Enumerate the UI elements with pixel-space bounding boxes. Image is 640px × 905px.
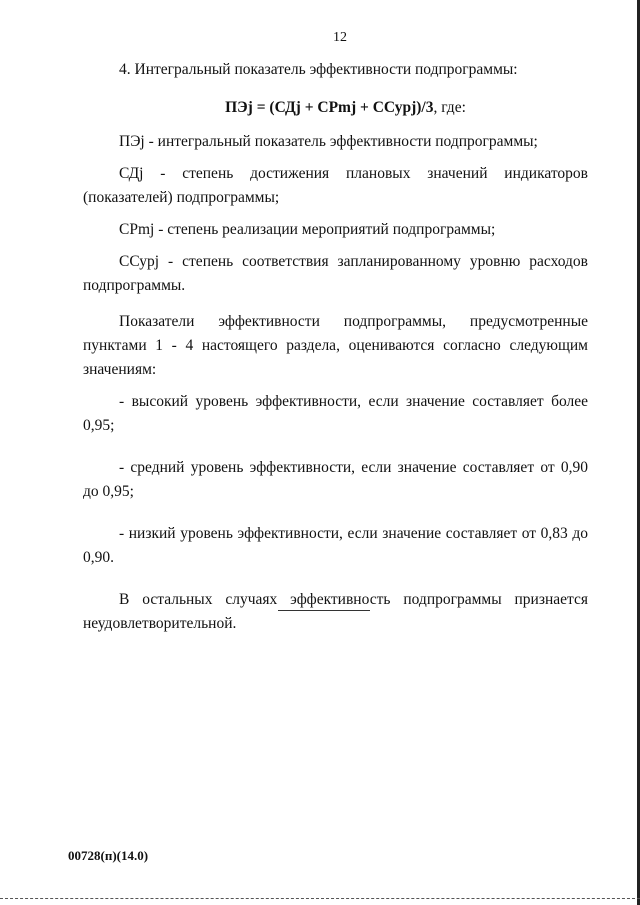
scan-bottom-artifact (0, 898, 640, 899)
definition-item: СРmj - степень реализации мероприятий подпрограммы; (119, 221, 496, 238)
document-code: 00728(п)(14.0) (68, 848, 149, 863)
page-number: 12 (333, 30, 347, 45)
section-heading: 4. Интегральный показатель эффективности подпрограммы: (119, 61, 518, 78)
formula-expression: ПЭj = (СДj + СРmj + ССурj)/3 (225, 99, 434, 116)
level-item: - высокий уровень эффективности, если значение составляет более 0,95; (83, 393, 588, 434)
level-item: - низкий уровень эффективности, если значение составляет от 0,83 до 0,90. (83, 525, 588, 566)
formula (83, 96, 588, 120)
definition-item: СДj - степень достижения плановых значений индикаторов (показателей) подпрограммы; (83, 165, 588, 206)
separator-line (278, 610, 370, 611)
document-body (83, 58, 588, 636)
definition-item: ССурj - степень соответствия запланированному уровню расходов подпрограммы. (83, 253, 588, 294)
formula-suffix: , где: (433, 99, 466, 116)
definition-item: ПЭj - интегральный показатель эффективности подпрограммы; (119, 133, 538, 150)
conclusion-paragraph: В остальных случаях эффективность подпрограммы признается неудовлетворительной. (83, 591, 588, 632)
intro-paragraph: Показатели эффективности подпрограммы, предусмотренные пунктами 1 - 4 настоящего раздела, оцениваются согласно следующим значениям: (83, 313, 588, 378)
level-item: - средний уровень эффективности, если значение составляет от 0,90 до 0,95; (83, 459, 588, 500)
